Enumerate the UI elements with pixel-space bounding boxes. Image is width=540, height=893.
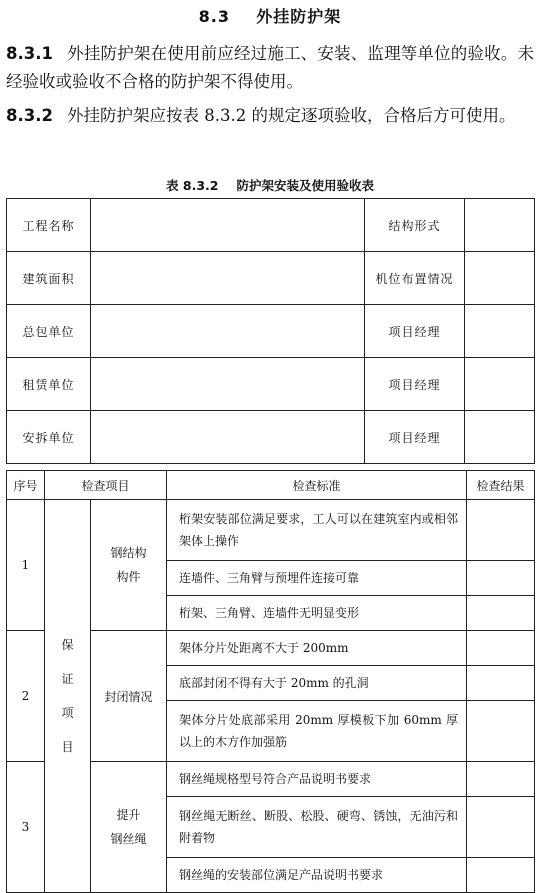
table-header-row	[7, 471, 535, 500]
result-cell	[467, 561, 535, 596]
category-char: 证	[61, 672, 74, 686]
info-label: 项目经理	[365, 305, 465, 358]
info-row	[7, 252, 535, 305]
result-cell	[467, 762, 535, 797]
result-cell	[467, 701, 535, 762]
clause-8-3-2	[6, 102, 534, 130]
section-number: 8.3	[198, 7, 231, 26]
criterion-cell: 架体分片处距离不大于 200mm	[167, 631, 467, 666]
criterion-cell: 钢丝绳无断丝、断股、松股、硬弯、锈蚀，无油污和附着物	[167, 797, 467, 858]
section-title: 外挂防护架	[256, 7, 342, 26]
info-label: 项目经理	[365, 358, 465, 411]
header-result: 检查结果	[467, 471, 535, 500]
criterion-cell: 钢丝绳规格型号符合产品说明书要求	[167, 762, 467, 797]
info-value-cell	[465, 252, 535, 305]
info-value-cell	[91, 411, 365, 464]
result-cell	[467, 631, 535, 666]
item-cell	[91, 762, 167, 893]
info-label: 机位布置情况	[365, 252, 465, 305]
item-cell	[91, 500, 167, 631]
info-value-cell	[91, 305, 365, 358]
info-label: 项目经理	[365, 411, 465, 464]
info-value-cell	[465, 305, 535, 358]
category-char: 项	[61, 706, 74, 720]
criterion-cell: 桁架安装部位满足要求，工人可以在建筑室内或相邻架体上操作	[167, 500, 467, 561]
criterion-cell: 钢丝绳的安装部位满足产品说明书要求	[167, 858, 467, 893]
info-row	[7, 411, 535, 464]
criterion-cell: 底部封闭不得有大于 20mm 的孔洞	[167, 666, 467, 701]
seq-cell: 2	[7, 631, 45, 762]
item-cell: 封闭情况	[91, 631, 167, 762]
info-value-cell	[91, 199, 365, 252]
header-seq: 序号	[7, 471, 45, 500]
item-line: 构件	[116, 570, 141, 584]
result-cell	[467, 596, 535, 631]
info-value-cell	[465, 199, 535, 252]
project-info-table	[6, 198, 535, 464]
clause-text: 外挂防护架应按表 8.3.2 的规定逐项验收，合格后方可使用。	[66, 106, 516, 125]
table-row	[7, 500, 535, 561]
item-line: 提升	[116, 808, 141, 822]
criterion-cell: 架体分片处底部采用 20mm 厚模板下加 60mm 厚以上的木方作加强筋	[167, 701, 467, 762]
inspection-table	[6, 470, 535, 893]
info-label: 安拆单位	[7, 411, 91, 464]
result-cell	[467, 797, 535, 858]
seq-cell: 3	[7, 762, 45, 893]
criterion-cell: 桁架、三角臂、连墙件无明显变形	[167, 596, 467, 631]
info-value-cell	[91, 252, 365, 305]
category-char: 保	[61, 638, 74, 652]
category-cell	[45, 500, 91, 893]
header-standard: 检查标准	[167, 471, 467, 500]
info-row	[7, 199, 535, 252]
clause-number: 8.3.1	[6, 44, 53, 63]
item-line: 钢结构	[110, 546, 147, 560]
header-item: 检查项目	[45, 471, 167, 500]
table-number: 表 8.3.2	[166, 178, 219, 193]
clause-8-3-1	[6, 40, 534, 96]
info-value-cell	[465, 411, 535, 464]
table-caption	[0, 176, 540, 194]
category-char: 目	[61, 740, 74, 754]
item-line: 钢丝绳	[110, 832, 147, 846]
info-value-cell	[465, 358, 535, 411]
result-cell	[467, 666, 535, 701]
seq-cell: 1	[7, 500, 45, 631]
info-label: 工程名称	[7, 199, 91, 252]
table-title: 防护架安装及使用验收表	[236, 178, 374, 193]
info-label: 结构形式	[365, 199, 465, 252]
info-row	[7, 358, 535, 411]
info-value-cell	[91, 358, 365, 411]
info-row	[7, 305, 535, 358]
section-heading	[0, 4, 540, 27]
result-cell	[467, 858, 535, 893]
criterion-cell: 连墙件、三角臂与预埋件连接可靠	[167, 561, 467, 596]
info-label: 建筑面积	[7, 252, 91, 305]
clause-number: 8.3.2	[6, 106, 53, 125]
result-cell	[467, 500, 535, 561]
info-label: 租赁单位	[7, 358, 91, 411]
info-label: 总包单位	[7, 305, 91, 358]
clause-text: 外挂防护架在使用前应经过施工、安装、监理等单位的验收。未经验收或验收不合格的防护架不得使用。	[6, 44, 534, 91]
